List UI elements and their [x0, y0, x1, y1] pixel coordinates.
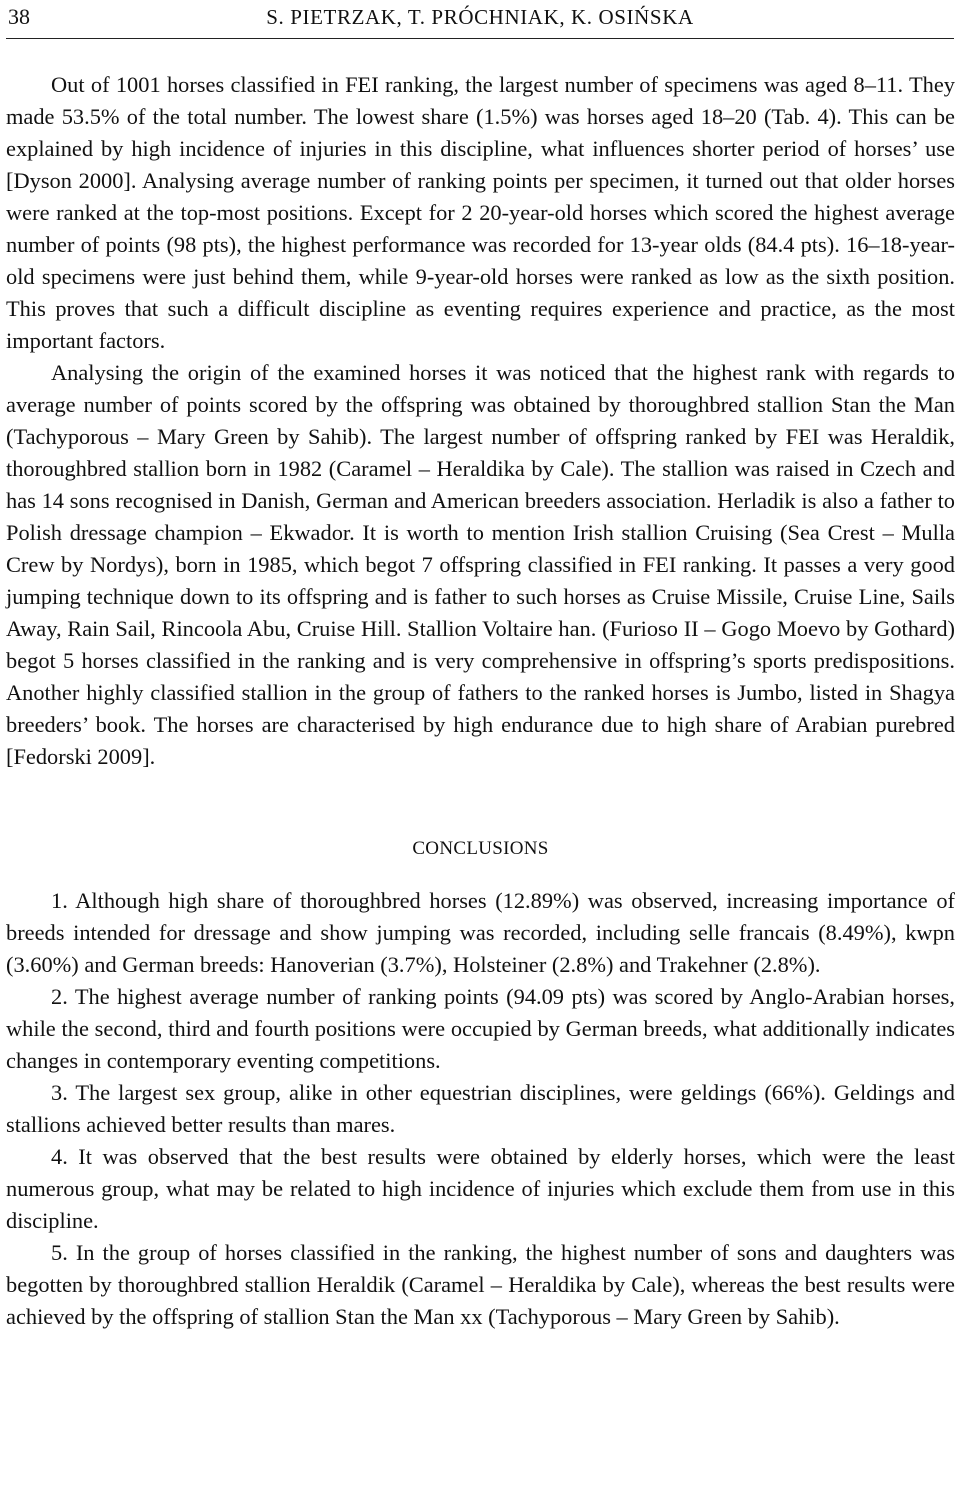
conclusion-item: 1. Although high share of thoroughbred horses (12.89%) was observed, increasing importance of breeds intended for dressage and show jumping was recorded, including selle francais (8.49%), kwpn (3.60%) and German breeds: Hanoverian (3.7%), Holsteiner (2.8%) and Trakehner (2.8%).	[6, 888, 955, 977]
page-header	[8, 2, 952, 36]
conclusion-item: 3. The largest sex group, alike in other equestrian disciplines, were geldings (66%). Geldings and stallions achieved better results than mares.	[6, 1080, 955, 1137]
conclusion-item: 4. It was observed that the best results were obtained by elderly horses, which were the least numerous group, what may be related to high incidence of injuries which exclude them from use in this discipline.	[6, 1144, 955, 1233]
paragraph-origin-analysis: Analysing the origin of the examined horses it was noticed that the highest rank with regards to average number of points scored by the offspring was obtained by thoroughbred stallion Stan the Man (Tachyporous – Mary Green by Sahib). The largest number of offspring ranked by FEI was Heraldik, thoroughbred stallion born in 1982 (Caramel – Heraldika by Cale). The stallion was raised in Czech and has 14 sons recognised in Danish, German and American breeders association. Herladik is also a father to Polish dressage champion – Ekwador. It is worth to mention Irish stallion Cruising (Sea Crest – Mulla Crew by Nordys), born in 1985, which begot 7 offspring classified in FEI ranking. It passes a very good jumping technique down to its offspring and is father to such horses as Cruise Missile, Cruise Line, Sails Away, Rain Sail, Rincoola Abu, Cruise Hill. Stallion Voltaire han. (Furioso II – Gogo Moevo by Gothard) begot 5 horses classified in the ranking and is very comprehensive in offspring’s sports predispositions. Another highly classified stallion in the group of fathers to the ranked horses is Jumbo, listed in Shagya breeders’ book. The horses are characterised by high endurance due to high share of Arabian purebred [Fedorski 2009].	[6, 360, 955, 769]
header-divider	[6, 38, 954, 39]
running-head-authors: S. PIETRZAK, T. PRÓCHNIAK, K. OSIŃSKA	[266, 5, 694, 29]
conclusions-heading: CONCLUSIONS	[412, 838, 549, 859]
conclusion-item: 2. The highest average number of ranking points (94.09 pts) was scored by Anglo-Arabian horses, while the second, third and fourth positions were occupied by German breeds, what additionally indicates changes in contemporary eventing competitions.	[6, 984, 955, 1073]
page-number: 38	[8, 4, 30, 29]
paragraph-age-analysis: Out of 1001 horses classified in FEI ranking, the largest number of specimens was aged 8–11. They made 53.5% of the total number. The lowest share (1.5%) was horses aged 18–20 (Tab. 4). This can be explained by high incidence of injuries in this discipline, what influences shorter period of horses’ use [Dyson 2000]. Analysing average number of ranking points per specimen, it turned out that older horses were ranked at the top-most positions. Except for 2 20-year-old horses which scored the highest average number of points (98 pts), the highest performance was recorded for 13-year olds (84.4 pts). 16–18-year-old specimens were just behind them, while 9-year-old horses were ranked as low as the sixth position. This proves that such a difficult discipline as eventing requires experience and practice, as the most important factors.	[6, 72, 955, 353]
conclusion-item: 5. In the group of horses classified in the ranking, the highest number of sons and daughters was begotten by thoroughbred stallion Heraldik (Caramel – Heraldika by Cale), whereas the best results were achieved by the offspring of stallion Stan the Man xx (Tachyporous – Mary Green by Sahib).	[6, 1240, 955, 1329]
article-body	[6, 69, 955, 1333]
